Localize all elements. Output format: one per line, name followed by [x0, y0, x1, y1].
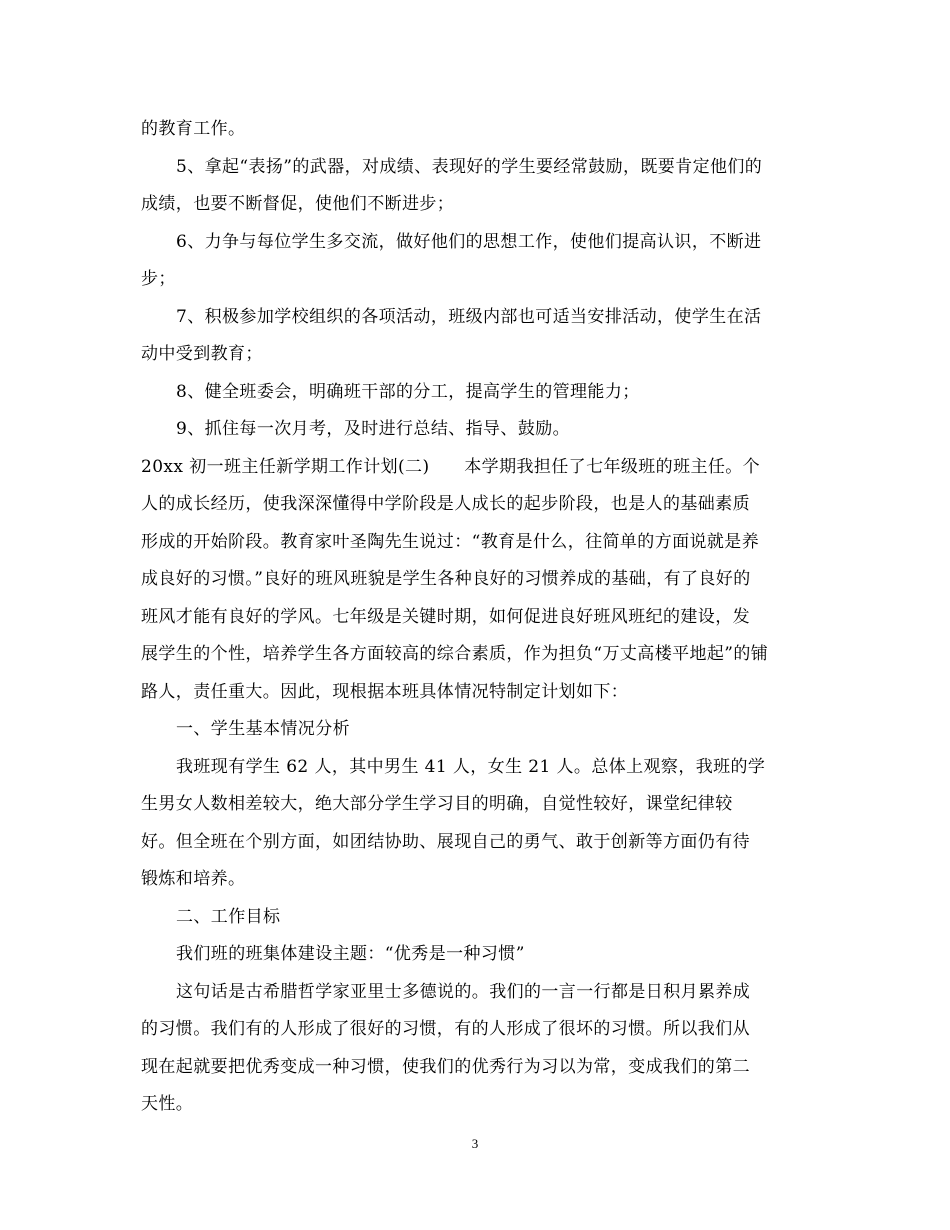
text-line: 班风才能有良好的学风。七年级是关键时期，如何促进良好班风班纪的建设，发 [141, 607, 750, 627]
text-line: 好。但全班在个别方面，如团结协助、展现自己的勇气、敢于创新等方面仍有待 [141, 832, 750, 852]
text-line: 这句话是古希腊哲学家亚里士多德说的。我们的一言一行都是日积月累养成 [176, 982, 751, 1002]
text-line: 展学生的个性，培养学生各方面较高的综合素质，作为担负“万丈高楼平地起”的铺 [141, 644, 769, 664]
page-number: 3 [471, 1136, 479, 1151]
section-heading: 二、工作目标 [176, 907, 281, 927]
text-line: 天性。 [141, 1094, 194, 1114]
text-line: 人的成长经历，使我深深懂得中学阶段是人成长的起步阶段，也是人的基础素质 [141, 494, 750, 514]
text-line: 8、健全班委会，明确班干部的分工，提高学生的管理能力； [176, 382, 640, 402]
text-line: 生男女人数相差较大，绝大部分学生学习目的明确，自觉性较好，课堂纪律较 [141, 794, 733, 814]
text-line: 的习惯。我们有的人形成了很好的习惯，有的人形成了很坏的习惯。所以我们从 [141, 1019, 750, 1039]
text-line: 成良好的习惯。”良好的班风班貌是学生各种良好的习惯养成的基础，有了良好的 [141, 569, 751, 589]
text-line: 7、积极参加学校组织的各项活动，班级内部也可适当安排活动，使学生在活 [176, 307, 762, 327]
text-line: 成绩，也要不断督促，使他们不断进步； [141, 194, 455, 214]
section-title-line: 20xx 初一班主任新学期工作计划(二) 本学期我担任了七年级班的班主任。个 [141, 457, 761, 477]
text-line: 5、拿起“表扬”的武器，对成绩、表现好的学生要经常鼓励，既要肯定他们的 [176, 157, 763, 177]
text-line: 我班现有学生 62 人，其中男生 41 人，女生 21 人。总体上观察，我班的学 [176, 757, 766, 777]
text-line: 现在起就要把优秀变成一种习惯，使我们的优秀行为习以为常，变成我们的第二 [141, 1057, 750, 1077]
text-line: 形成的开始阶段。教育家叶圣陶先生说过：“教育是什么，往简单的方面说就是养 [141, 532, 760, 552]
text-line: 我们班的班集体建设主题：“优秀是一种习惯” [176, 944, 525, 964]
text-line: 的教育工作。 [141, 119, 246, 139]
text-line: 动中受到教育； [141, 344, 263, 364]
text-line: 步； [141, 269, 176, 289]
text-line: 9、抓住每一次月考，及时进行总结、指导、鼓励。 [176, 419, 571, 439]
text-line: 锻炼和培养。 [141, 869, 246, 889]
text-line: 6、力争与每位学生多交流，做好他们的思想工作，使他们提高认识，不断进 [176, 232, 762, 252]
section-heading: 一、学生基本情况分析 [176, 719, 350, 739]
text-line: 路人，责任重大。因此，现根据本班具体情况特制定计划如下： [141, 682, 629, 702]
